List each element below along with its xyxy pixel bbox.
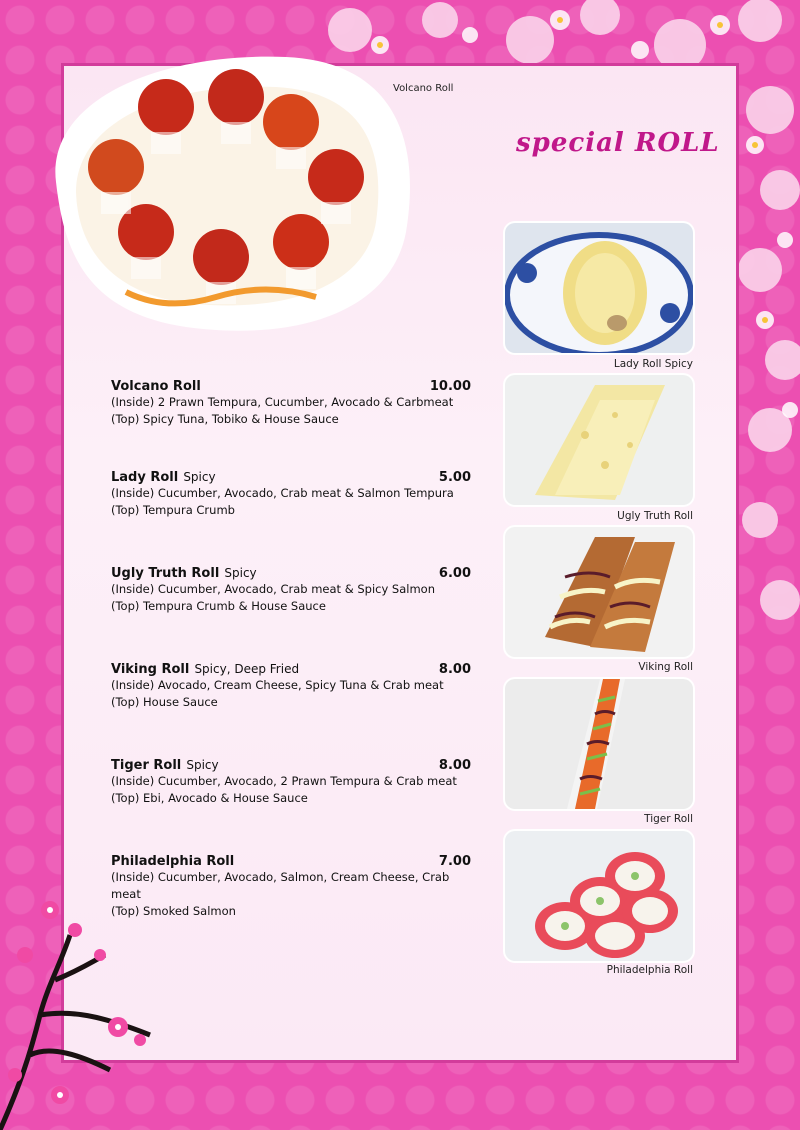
photo-caption: Ugly Truth Roll xyxy=(617,510,693,522)
photo-caption: Philadelphia Roll xyxy=(606,964,693,976)
item-tag: Spicy xyxy=(186,758,219,772)
item-price: 8.00 xyxy=(438,662,471,677)
viking-roll-photo xyxy=(505,527,693,657)
item-name: Tiger Roll xyxy=(111,758,182,773)
item-price: 6.00 xyxy=(438,566,471,581)
photo-caption: Lady Roll Spicy xyxy=(613,358,693,370)
menu-item-lady-roll xyxy=(111,466,471,519)
tiger-roll-photo xyxy=(505,679,693,809)
volcano-roll-hero-photo xyxy=(36,42,416,334)
item-price: 10.00 xyxy=(429,379,471,394)
item-name: Ugly Truth Roll xyxy=(111,566,220,581)
page-title: special ROLL xyxy=(516,128,720,158)
menu-item-volcano-roll xyxy=(111,375,471,428)
item-inside: (Inside) 2 Prawn Tempura, Cucumber, Avocado & Carbmeat xyxy=(111,395,454,409)
item-inside: (Inside) Cucumber, Avocado, Salmon, Cream Cheese, Crab meat xyxy=(111,870,450,901)
item-top: (Top) Tempura Crumb xyxy=(111,503,235,517)
item-name: Lady Roll xyxy=(111,470,179,485)
cherry-branch-decoration xyxy=(0,895,170,1130)
photo-caption: Viking Roll xyxy=(638,661,693,673)
menu-item-tiger-roll xyxy=(111,754,471,807)
ugly-truth-roll-photo xyxy=(505,375,693,505)
photo-caption: Tiger Roll xyxy=(644,813,693,825)
item-tag: Spicy, Deep Fried xyxy=(194,662,300,676)
item-tag: Spicy xyxy=(224,566,257,580)
item-name: Philadelphia Roll xyxy=(111,854,235,869)
hero-caption: Volcano Roll xyxy=(393,83,454,94)
item-top: (Top) Ebi, Avocado & House Sauce xyxy=(111,791,308,805)
item-top: (Top) Spicy Tuna, Tobiko & House Sauce xyxy=(111,412,339,426)
philadelphia-roll-photo xyxy=(505,831,693,961)
item-inside: (Inside) Cucumber, Avocado, 2 Prawn Tempura & Crab meat xyxy=(111,774,457,788)
item-inside: (Inside) Avocado, Cream Cheese, Spicy Tuna & Crab meat xyxy=(111,678,444,692)
item-price: 5.00 xyxy=(438,470,471,485)
item-price: 7.00 xyxy=(438,854,471,869)
item-top: (Top) Smoked Salmon xyxy=(111,904,236,918)
item-inside: (Inside) Cucumber, Avocado, Crab meat & Salmon Tempura xyxy=(111,486,454,500)
item-name: Volcano Roll xyxy=(111,379,201,394)
menu-item-viking-roll xyxy=(111,658,471,711)
item-name: Viking Roll xyxy=(111,662,190,677)
lady-roll-photo xyxy=(505,223,693,353)
menu-item-ugly-truth-roll xyxy=(111,562,471,615)
item-top: (Top) Tempura Crumb & House Sauce xyxy=(111,599,326,613)
item-inside: (Inside) Cucumber, Avocado, Crab meat & Spicy Salmon xyxy=(111,582,435,596)
item-price: 8.00 xyxy=(438,758,471,773)
item-top: (Top) House Sauce xyxy=(111,695,218,709)
item-tag: Spicy xyxy=(183,470,216,484)
